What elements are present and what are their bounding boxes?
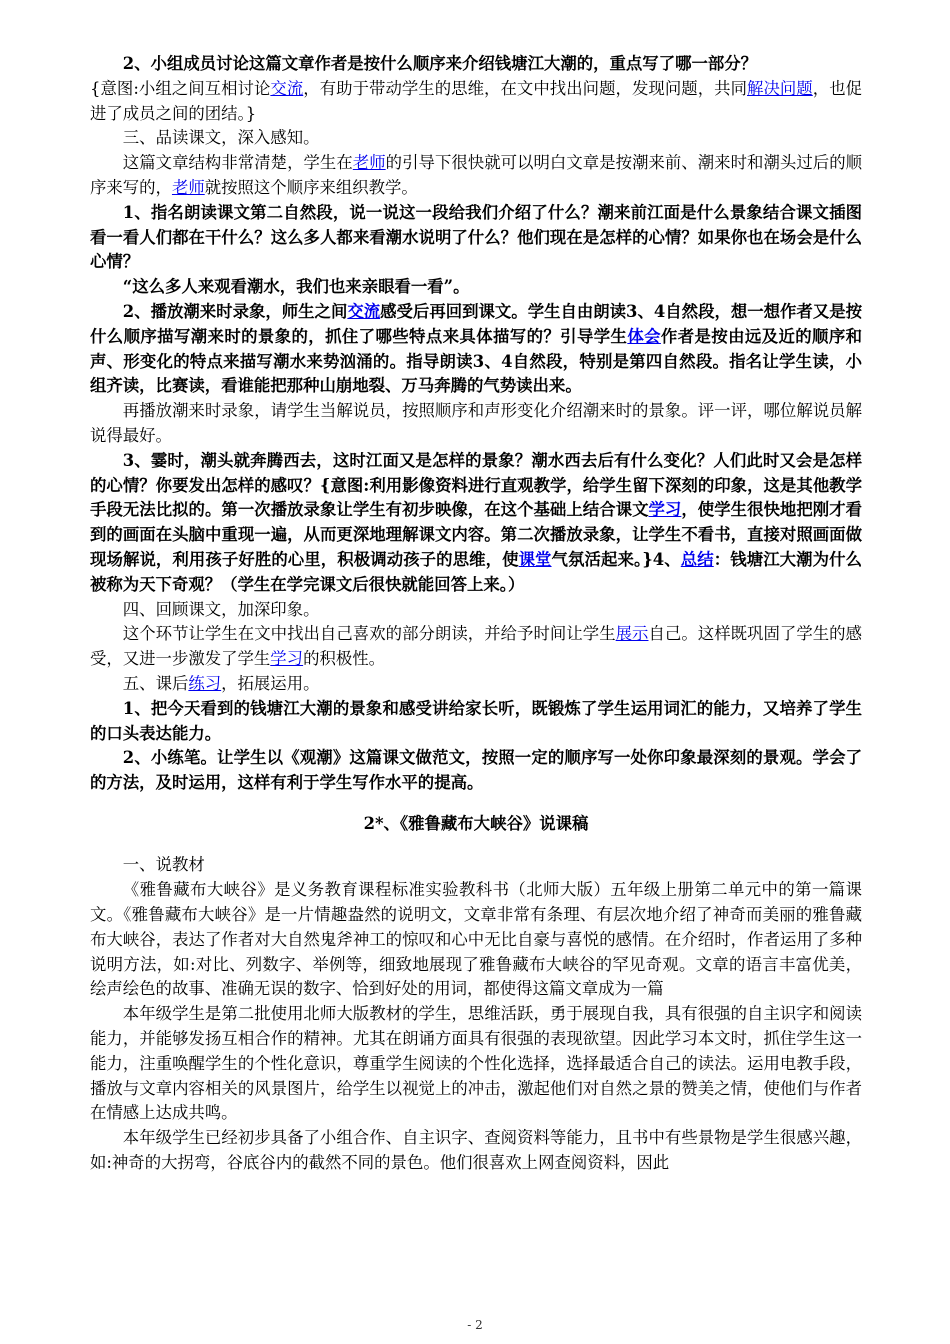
text-run: 2、小组成员讨论这篇文章作者是按什么顺序来介绍钱塘江大潮的，重点写了哪一部分？ [122, 54, 758, 73]
page-number: - 2 [467, 1318, 483, 1332]
text-run: 本年级学生是第二批使用北师大版教材的学生，思维活跃，勇于展现自我，具有很强的自主识字和阅读能力，并能够发扬互相合作的精神。尤其在朗诵方面具有很强的表现欲望。因此学习本文时，抓住学生这一能力，注重唤醒学生的个性化意识，尊重学生阅读的个性化选择，选择最适合自己的读法。运用电教手段，播放与文章内容相关的风景图片，给学生以视觉上的冲击，激起他们对自然之景的赞美之情，使他们与作者在情感上达成共鸣。 [90, 1004, 862, 1123]
text-run: 2、播放潮来时录象，师生之间 [122, 301, 348, 321]
paragraph [90, 126, 862, 151]
text-run: 《雅鲁藏布大峡谷》是义务教育课程标准实验教科书（北师大版）五年级上册第二单元中的第一篇课文。《雅鲁藏布大峡谷》是一片情趣盎然的说明文，文章非常有条理、有层次地介绍了神奇而美丽的雅鲁藏布大峡谷，表达了作者对大自然鬼斧神工的惊叹和心中无比自豪与喜悦的感情。在介绍时，作者运用了多种说明方法，如:对比、列数字、举例等，细致地展现了雅鲁藏布大峡谷的罕见奇观。文章的语言丰富优美，绘声绘色的故事、准确无误的数字、恰到好处的用词，都使得这篇文章成为一篇 [90, 880, 862, 999]
text-run: 这篇文章结构非常清楚，学生在 [122, 153, 353, 173]
document-body [90, 52, 862, 1176]
paragraph [90, 853, 862, 878]
text-run: 的积极性。 [303, 649, 386, 669]
text-run: {意图:小组之间互相讨论 [90, 78, 271, 98]
paragraph [90, 52, 862, 77]
text-run: 气氛活起来。}4、 [551, 549, 681, 569]
paragraph [90, 399, 862, 449]
paragraph [90, 449, 862, 598]
text-run: 3、霎时，潮头就奔腾西去，这时江面又是怎样的景象？潮水西去后有什么变化？人们此时又会是怎样的心情？你要发出怎样的感叹？{意图:利用影像资料进行直观教学，给学生留下深刻的印象，这是其他教学手段无法比拟的。第一次播放录象让学生有初步映像，在这个基础上结合课文 [90, 450, 862, 520]
text-run: 三、品读课文，深入感知。 [122, 128, 320, 148]
paragraph [90, 1002, 862, 1126]
inline-link[interactable]: 交流 [270, 78, 304, 98]
paragraph [90, 275, 862, 300]
paragraph [90, 746, 862, 796]
paragraph [90, 77, 862, 127]
text-run: ：钱塘江大潮为什么被称为天下奇观？（学生在学完课文后很快就能回答上来。） [90, 549, 863, 594]
inline-link[interactable]: 课堂 [518, 549, 552, 569]
text-run: ，使学生很快地把刚才看到的画面在头脑中重现一遍，从而更深地理解课文内容。第二次播放录象，让学生不看书，直接对照画面做现场解说，利用孩子好胜的心里，积极调动孩子的思维，使 [90, 500, 863, 569]
paragraph [90, 151, 862, 201]
inline-link[interactable]: 交流 [347, 301, 381, 321]
paragraph [90, 622, 862, 672]
text-run: 作者是按由远及近的顺序和声、形变化的特点来描写潮水来势汹涌的。指导朗读3、4自然段，特别是第四自然段。指名让学生读，小组齐读，比赛读，看谁能把那种山崩地裂、万马奔腾的气势读出来。 [90, 326, 863, 396]
text-run: 四、回顾课文，加深印象。 [122, 599, 320, 619]
paragraph [90, 878, 862, 1002]
text-run: 本年级学生已经初步具备了小组合作、自主识字、查阅资料等能力，且书中有些景物是学生很感兴趣，如:神奇的大拐弯，谷底谷内的截然不同的景色。他们很喜欢上网查阅资料，因此 [90, 1128, 862, 1173]
inline-link[interactable]: 解决问题 [747, 78, 813, 98]
paragraph [90, 300, 862, 399]
text-run: 就按照这个顺序来组织教学。 [204, 177, 418, 197]
paragraph [90, 201, 862, 275]
text-run: 这个环节让学生在文中找出自己喜欢的部分朗读，并给予时间让学生 [122, 624, 616, 644]
text-run: 再播放潮来时录象，请学生当解说员，按照顺序和声形变化介绍潮来时的景象。评一评，哪位解说员解说得最好。 [90, 401, 862, 445]
text-run: 1、把今天看到的钱塘江大潮的景象和感受讲给家长听，既锻炼了学生运用词汇的能力，又培养了学生的口头表达能力。 [90, 698, 862, 743]
text-run: ，也促进了成员之间的团结。} [90, 78, 863, 123]
inline-link[interactable]: 总结 [680, 549, 714, 569]
section-heading [90, 812, 862, 837]
inline-link[interactable]: 学习 [648, 500, 682, 520]
text-run: 的引导下很快就可以明白文章是按潮来前、潮来时和潮头过后的顺序来写的， [90, 153, 863, 197]
text-run: 自己。这样既巩固了学生的感受，又进一步激发了学生 [90, 624, 863, 669]
inline-link[interactable]: 体会 [627, 326, 661, 346]
paragraph [90, 697, 862, 747]
text-run: 1、指名朗读课文第二自然段，说一说这一段给我们介绍了什么？潮来前江面是什么景象结合课文插图看一看人们都在干什么？这么多人都来看潮水说明了什么？他们现在是怎样的心情？如果你也在场会是什么心情？ [90, 202, 862, 272]
text-run: “这么多人来观看潮水，我们也来亲眼看一看”。 [122, 277, 470, 297]
inline-link[interactable]: 学习 [270, 649, 304, 669]
inline-link[interactable]: 展示 [615, 624, 649, 644]
inline-link[interactable]: 老师 [171, 177, 205, 197]
text-run: 2*、《雅鲁藏布大峡谷》说课稿 [363, 814, 589, 834]
text-run: 一、说教材 [122, 855, 205, 875]
text-run: ，有助于带动学生的思维，在文中找出问题，发现问题，共同 [303, 78, 748, 98]
text-run: 2、小练笔。让学生以《观潮》这篇课文做范文，按照一定的顺序写一处你印象最深刻的景观。学会了的方法，及时运用，这样有利于学生写作水平的提高。 [90, 748, 862, 793]
paragraph [90, 1126, 862, 1176]
text-run: ，拓展运用。 [221, 673, 320, 693]
inline-link[interactable]: 老师 [352, 153, 386, 173]
inline-link[interactable]: 练习 [188, 673, 222, 693]
paragraph [90, 672, 862, 697]
text-run: 五、课后 [122, 673, 189, 693]
text-run: 感受后再回到课文。学生自由朗读3、4自然段，想一想作者又是按什么顺序描写潮来时的景象的，抓住了哪些特点来具体描写的？引导学生 [90, 301, 863, 346]
paragraph [90, 598, 862, 623]
